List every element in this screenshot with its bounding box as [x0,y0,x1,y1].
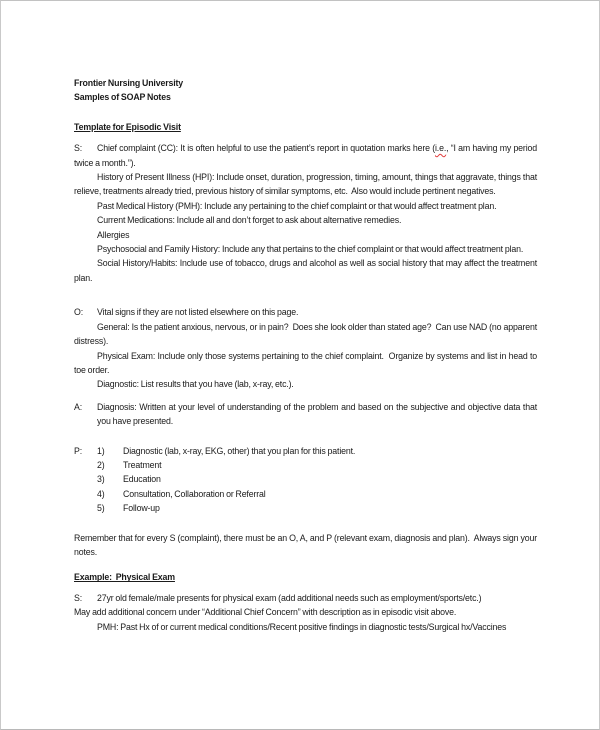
objective-lead-text: Vital signs if they are not listed elsewhere on this page. [97,307,299,318]
subjective-paragraph-psychosocial-family-history: Psychosocial and Family History: Include any that pertains to the chief complaint or that would affect treatment plan. [97,244,524,255]
soap-objective-lead [74,305,537,319]
soap-label-p: P: [74,445,83,456]
soap-assessment [74,400,537,429]
example-additional-concern-note: May add additional concern under “Additional Chief Concern” with description as in episodic visit above. [74,607,457,618]
soap-label-s: S: [74,592,83,603]
plan-item-number: 1) [97,445,105,456]
soap-plan-list [74,444,537,516]
plan-item-text: Diagnostic (lab, x-ray, EKG, other) that you plan for this patient. [123,445,356,456]
objective-paragraph-physical-exam: Physical Exam: Include only those systems pertaining to the chief complaint. Organize by systems and list in head to toe order. [74,350,539,375]
subjective-lead-text-before: Chief complaint (CC): It is often helpful to use the patient’s report in quotation marks here ( [97,143,435,154]
plan-item-number: 4) [97,488,105,499]
subjective-lead-text-after: , “I am having my period twice a month.”). [74,143,539,168]
plan-item-1 [74,444,537,458]
objective-paragraph-general: General: Is the patient anxious, nervous, or in pain? Does she look older than stated age? Can use NAD (no apparent distress). [74,321,539,347]
example-subjective-text: 27yr old female/male presents for physical exam (add additional needs such as employment/sports/etc.) [97,592,482,603]
plan-item-text: Follow-up [123,503,160,514]
plan-item-3 [97,472,537,486]
section-heading-template-episodic-visit: Template for Episodic Visit [74,121,181,132]
plan-item-text: Treatment [123,459,162,470]
soap-label-a: A: [74,401,83,412]
plan-item-number: 5) [97,503,105,514]
plan-item-number: 2) [97,459,105,470]
subjective-paragraph-social-history-habits: Social History/Habits: Include use of tobacco, drugs and alcohol as well as social history that may affect the treatment plan. [74,258,539,283]
soap-label-o: O: [74,307,83,318]
example-pmh-line: PMH: Past Hx of or current medical conditions/Recent positive findings in diagnostic tests/Surgical hx/Vaccines [97,621,507,632]
soap-label-s: S: [74,143,83,154]
example-subjective-line [74,591,537,605]
document-content [1,1,599,634]
plan-item-4 [97,487,537,501]
spellcheck-marked-word: i.e. [434,143,447,154]
subjective-paragraph-pmh: Past Medical History (PMH): Include any pertaining to the chief complaint or that would affect treatment plan. [97,200,497,211]
soap-subjective-lead [74,141,537,170]
plan-item-2 [97,458,537,472]
assessment-text: Diagnosis: Written at your level of understanding of the problem and based on the subjective and objective data that you have presented. [97,401,539,427]
objective-paragraph-diagnostic: Diagnostic: List results that you have (lab, x-ray, etc.). [97,379,294,390]
plan-item-text: Consultation, Collaboration or Referral [123,488,266,499]
subjective-paragraph-current-medications: Current Medications: Include all and don’t forget to ask about alternative remedies. [97,215,402,226]
plan-item-number: 3) [97,474,105,485]
doc-title-institution: Frontier Nursing University [74,78,184,88]
section-heading-example-physical-exam: Example: Physical Exam [74,572,175,583]
doc-title-subtitle: Samples of SOAP Notes [74,92,171,103]
plan-item-5 [97,501,537,515]
subjective-paragraph-hpi: History of Present Illness (HPI): Include onset, duration, progression, timing, amount, things that aggravate, things that relieve, treatments already tried, previous history of similar symptoms, etc. Also would include pertinent negatives. [74,172,539,197]
subjective-paragraph-allergies: Allergies [97,229,130,240]
plan-item-text: Education [123,474,161,485]
reminder-paragraph: Remember that for every S (complaint), there must be an O, A, and P (relevant exam, diagnosis and plan). Always sign your notes. [74,532,539,557]
